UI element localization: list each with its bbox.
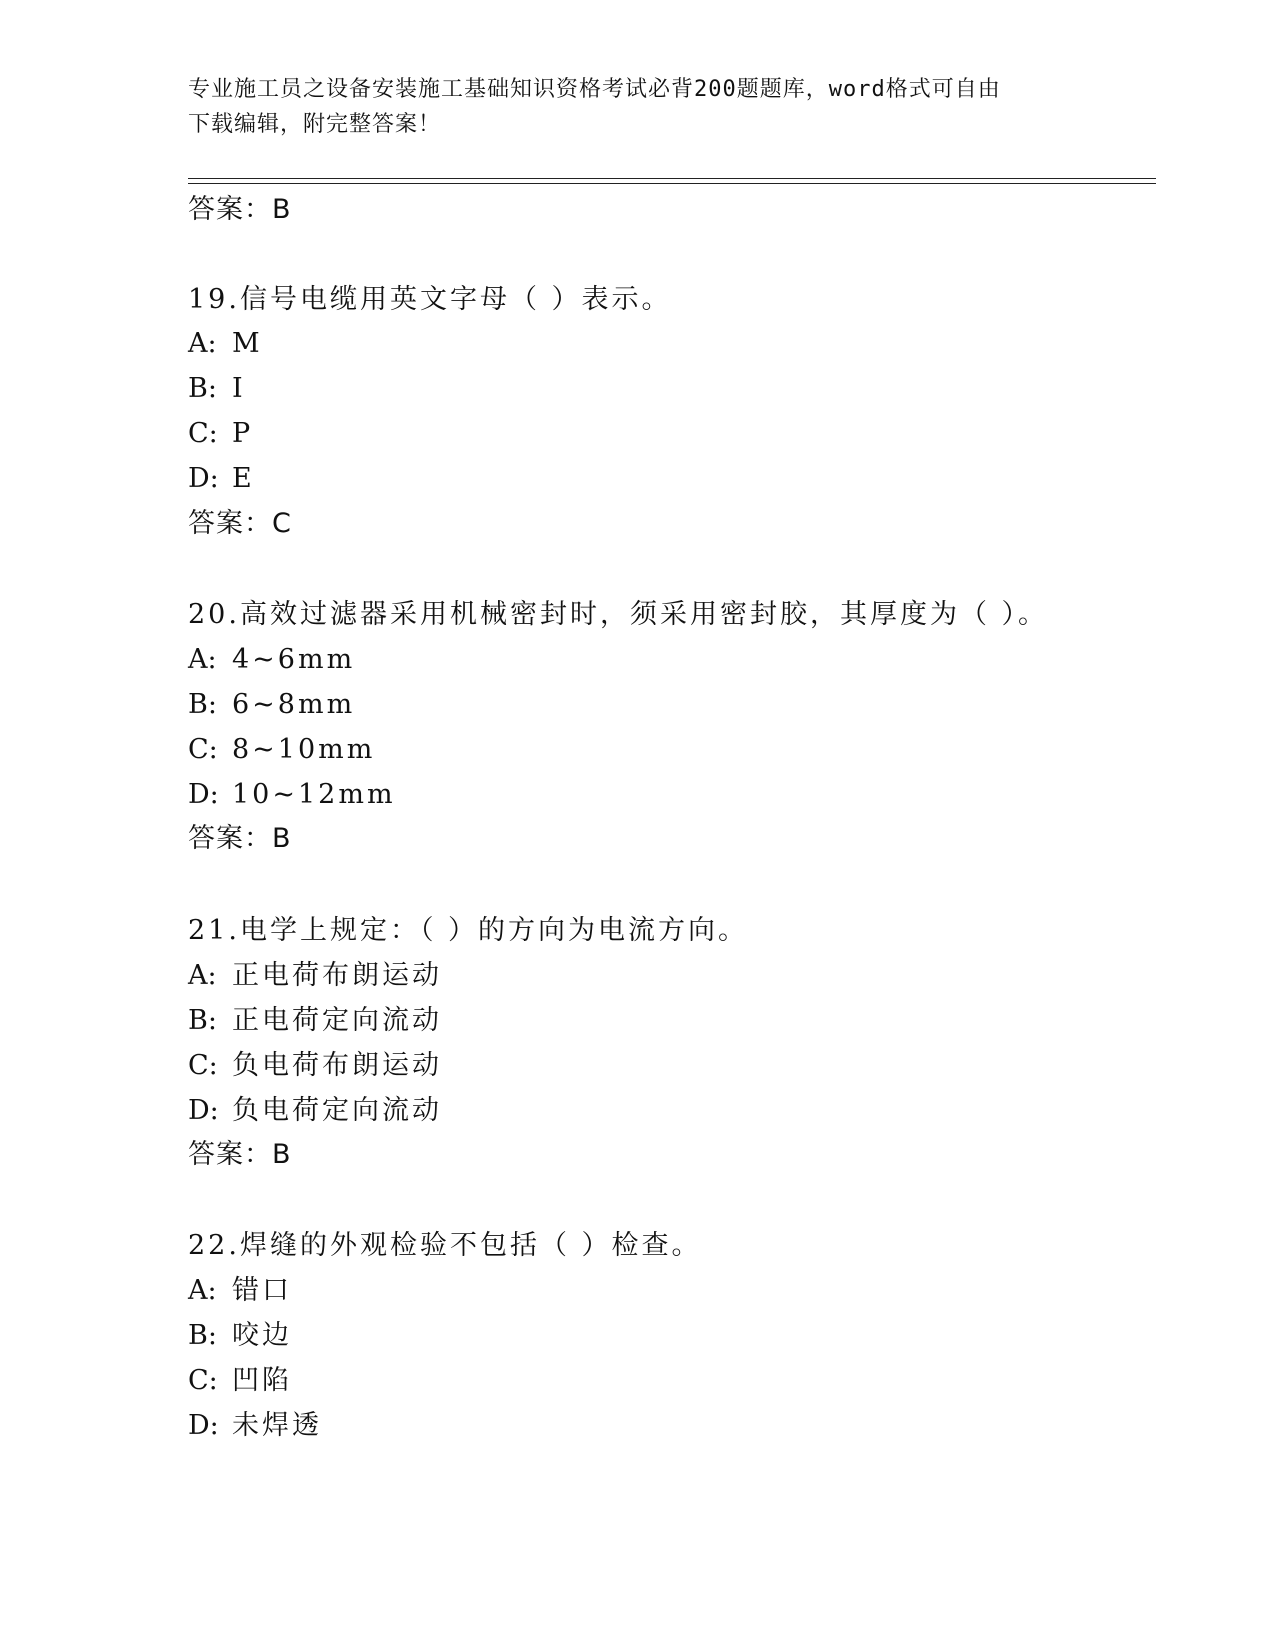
option-letter: B: — [188, 1005, 217, 1036]
option-letter: B: — [188, 1320, 217, 1351]
option-text: P — [232, 418, 254, 449]
question-20-option-b — [188, 687, 355, 723]
question-19-option-c — [188, 416, 253, 452]
question-22-option-a — [188, 1273, 292, 1309]
question-20-option-c — [188, 732, 375, 768]
question-21-option-c — [188, 1048, 442, 1084]
option-letter: D: — [188, 1410, 219, 1441]
header-line-2: 下载编辑，附完整答案！ — [188, 112, 442, 137]
question-22-option-d — [188, 1408, 322, 1444]
option-letter: A: — [188, 644, 217, 675]
option-text: 6~8mm — [232, 689, 356, 720]
option-text: 咬边 — [232, 1320, 292, 1351]
question-22-option-b — [188, 1318, 292, 1354]
option-letter: A: — [188, 1275, 217, 1306]
option-letter: C: — [188, 1050, 218, 1081]
option-letter: D: — [188, 1095, 219, 1126]
option-text: 负电荷定向流动 — [232, 1095, 442, 1126]
question-21-option-d — [188, 1093, 442, 1129]
option-text: 凹陷 — [232, 1365, 292, 1396]
option-text: M — [232, 328, 263, 359]
header-line-1: 专业施工员之设备安装施工基础知识资格考试必背200题题库，word格式可自由 — [188, 77, 1001, 102]
option-text: 8~10mm — [232, 734, 376, 765]
option-text: 10~12mm — [232, 779, 396, 810]
question-22-text: 22.焊缝的外观检验不包括（ ）检查。 — [188, 1230, 702, 1261]
option-letter: B: — [188, 689, 217, 720]
question-19-option-b — [188, 371, 246, 407]
option-letter: C: — [188, 734, 218, 765]
question-20-text: 20.高效过滤器采用机械密封时，须采用密封胶，其厚度为（ ）。 — [188, 599, 1049, 630]
option-text: 正电荷定向流动 — [232, 1005, 442, 1036]
option-text: E — [232, 463, 255, 494]
option-text: I — [232, 373, 246, 404]
question-20-option-a — [188, 642, 355, 678]
previous-answer: 答案：B — [188, 194, 292, 225]
header-divider-bottom — [188, 183, 1156, 184]
document-header — [188, 72, 1068, 142]
option-text: 正电荷布朗运动 — [232, 960, 442, 991]
option-letter: A: — [188, 960, 217, 991]
option-letter: C: — [188, 1365, 218, 1396]
option-letter: D: — [188, 463, 219, 494]
option-text: 负电荷布朗运动 — [232, 1050, 442, 1081]
option-text: 错口 — [232, 1275, 292, 1306]
option-text: 4~6mm — [232, 644, 356, 675]
question-20-option-d — [188, 777, 396, 813]
question-19-option-a — [188, 326, 263, 362]
option-text: 未焊透 — [232, 1410, 322, 1441]
option-letter: C: — [188, 418, 218, 449]
option-letter: A: — [188, 328, 217, 359]
question-19-text: 19.信号电缆用英文字母（ ）表示。 — [188, 284, 672, 315]
question-20-answer: 答案：B — [188, 823, 292, 854]
option-letter: B: — [188, 373, 217, 404]
question-19-answer: 答案：C — [188, 508, 292, 539]
question-21-text: 21.电学上规定：（ ）的方向为电流方向。 — [188, 915, 749, 946]
header-divider-top — [188, 178, 1156, 179]
question-21-option-b — [188, 1003, 442, 1039]
question-22-option-c — [188, 1363, 292, 1399]
question-19-option-d — [188, 461, 255, 497]
question-21-option-a — [188, 958, 442, 994]
option-letter: D: — [188, 779, 219, 810]
question-21-answer: 答案：B — [188, 1139, 292, 1170]
